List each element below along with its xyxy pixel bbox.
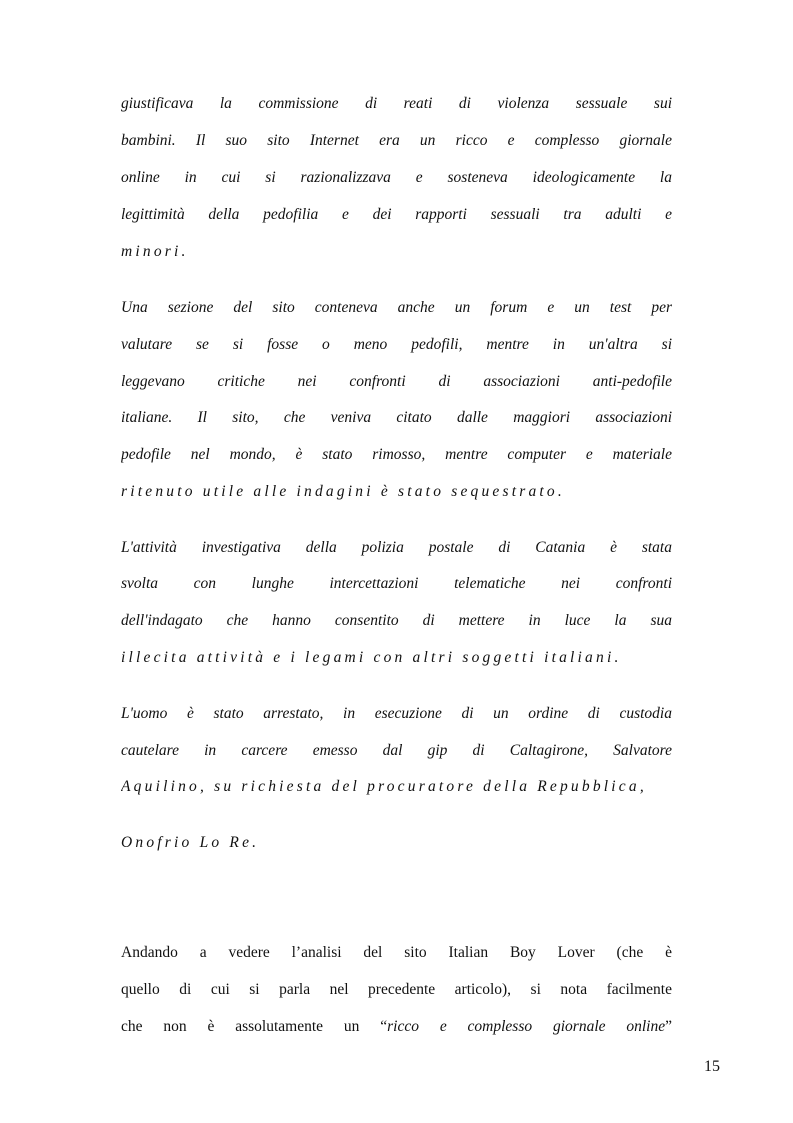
text-line: italiane. Il sito, che veniva citato dalle maggiori associazioni: [121, 409, 672, 426]
text-line: L'uomo è stato arrestato, in esecuzione di un ordine di custodia: [121, 705, 672, 722]
text-line: valutare se si fosse o meno pedofili, mentre in un'altra si: [121, 336, 672, 353]
text-line: Andando a vedere l’analisi del sito Italian Boy Lover (che è: [121, 944, 672, 961]
text-line: bambini. Il suo sito Internet era un ricco e complesso giornale: [121, 132, 672, 149]
text-line: leggevano critiche nei confronti di associazioni anti-pedofile: [121, 373, 672, 390]
page-number: 15: [704, 1058, 720, 1075]
text-line: Onofrio Lo Re.: [121, 834, 260, 851]
text-line: Aquilino, su richiesta del procuratore della Repubblica,: [121, 778, 647, 795]
text-segment: che non è assolutamente un “: [121, 1018, 388, 1035]
text-line: quello di cui si parla nel precedente articolo), si nota facilmente: [121, 981, 672, 998]
text-segment: ”: [665, 1018, 672, 1035]
text-line: Una sezione del sito conteneva anche un forum e un test per: [121, 299, 672, 316]
text-line: illecita attività e i legami con altri soggetti italiani.: [121, 649, 622, 666]
text-line: online in cui si razionalizzava e sosteneva ideologicamente la: [121, 169, 672, 186]
text-line: svolta con lunghe intercettazioni telematiche nei confronti: [121, 575, 672, 592]
text-line: minori.: [121, 243, 189, 260]
text-line: giustificava la commissione di reati di violenza sessuale sui: [121, 95, 672, 112]
quoted-phrase: ricco e complesso giornale online: [387, 1018, 666, 1035]
text-line: cautelare in carcere emesso dal gip di Caltagirone, Salvatore: [121, 742, 672, 759]
text-line: legittimità della pedofilia e dei rapporti sessuali tra adulti e: [121, 206, 672, 223]
text-line: pedofile nel mondo, è stato rimosso, mentre computer e materiale: [121, 446, 672, 463]
text-line: ritenuto utile alle indagini è stato sequestrato.: [121, 483, 565, 500]
text-line: dell'indagato che hanno consentito di mettere in luce la sua: [121, 612, 672, 629]
text-line: L'attività investigativa della polizia postale di Catania è stata: [121, 539, 672, 556]
text-line: [121, 1015, 672, 1039]
